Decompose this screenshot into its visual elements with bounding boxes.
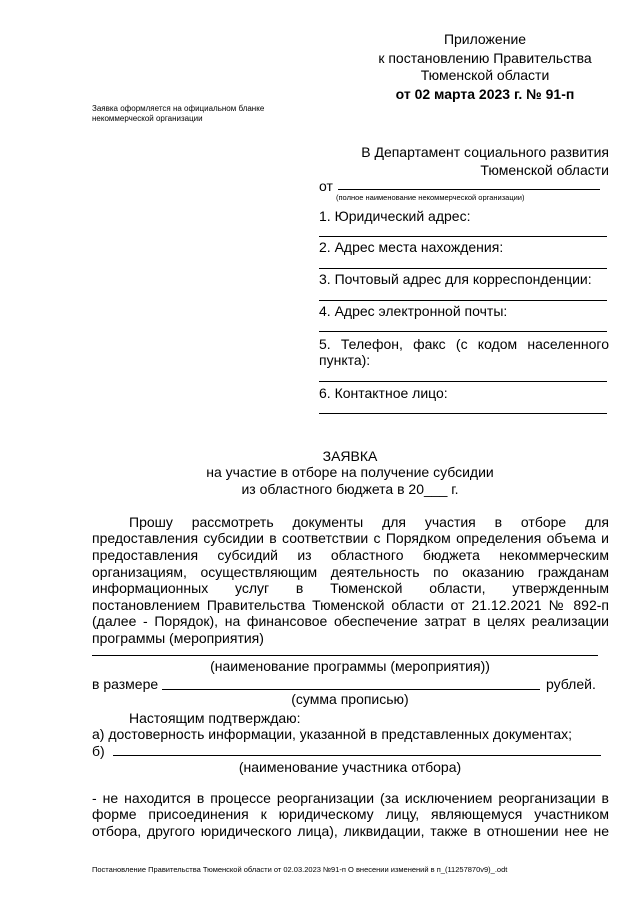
field-contact-person: 6. Контактное лицо: — [319, 385, 448, 401]
postal-address-line[interactable] — [319, 300, 607, 301]
appendix-date: от 02 марта 2023 г. № 91-п — [395, 86, 575, 102]
blank-note-line-2: некоммерческой организации — [92, 114, 203, 123]
amount-unit: рублей. — [546, 676, 596, 692]
addressee-line-1: В Департамент социального развития — [361, 144, 609, 160]
field-phone: 5. Телефон, факс (с кодом населенного — [319, 336, 609, 352]
location-address-line[interactable] — [319, 268, 607, 269]
p2-line-3: отбора, другого юридического лица), ликвидации, также в отношении нее не — [92, 823, 609, 839]
legal-address-line[interactable] — [319, 236, 607, 237]
field-location-address: 2. Адрес места нахождения: — [319, 239, 504, 255]
phone-line[interactable] — [319, 381, 607, 382]
p1-line-8: программы (мероприятия) — [92, 630, 264, 646]
blank-note-line-1: Заявка оформляется на официальном бланке — [92, 104, 265, 113]
title-line-2: на участие в отборе на получение субсидии — [206, 464, 494, 480]
field-email: 4. Адрес электронной почты: — [319, 303, 508, 319]
addressee-line-2: Тюменской области — [480, 162, 609, 178]
from-hint: (полное наименование некоммерческой организации) — [336, 193, 525, 202]
program-hint: (наименование программы (мероприятия)) — [210, 658, 490, 674]
p1-line-3: предоставления субсидий из областного бюджета некоммерческим — [92, 547, 609, 563]
from-line[interactable] — [338, 189, 600, 190]
p2-line-2: форме присоединения к юридическому лицу, являющемуся участником — [92, 806, 609, 822]
confirm-label: Настоящим подтверждаю: — [129, 710, 301, 726]
item-a: а) достоверность информации, указанной в представленных документах; — [92, 726, 573, 742]
contact-person-line[interactable] — [319, 413, 607, 414]
appendix-title: Приложение — [443, 31, 527, 47]
program-name-line[interactable] — [92, 655, 598, 656]
p1-line-7: (далее - Порядок), на финансовое обеспечение затрат в целях реализации — [92, 613, 609, 629]
p1-line-4: организациям, осуществляющим деятельность по оказанию гражданам — [92, 564, 609, 580]
title-line-3: из областного бюджета в 20___ г. — [241, 481, 459, 497]
email-line[interactable] — [319, 331, 607, 332]
appendix-line-3: Тюменской области — [420, 67, 550, 83]
participant-name-line[interactable] — [113, 755, 601, 756]
amount-hint: (сумма прописью) — [291, 691, 409, 707]
from-label: от — [319, 178, 333, 194]
p1-line-2: предоставления субсидии в соответствии с Порядком определения объема и — [92, 530, 609, 546]
field-postal-address: 3. Почтовый адрес для корреспонденции: — [319, 271, 592, 287]
page-footer: Постановление Правительства Тюменской области от 02.03.2023 №91-п О внесении изменений в п_(11257870v9)_.odt — [92, 865, 508, 874]
p1-line-6: постановлением Правительства Тюменской области от 21.12.2021 № 892-п — [92, 597, 609, 613]
blank-note — [92, 104, 352, 124]
p1-line-1: Прошу рассмотреть документы для участия в отборе для — [129, 514, 609, 530]
item-b: б) — [92, 743, 105, 759]
field-legal-address: 1. Юридический адрес: — [319, 208, 471, 224]
p2-line-1: - не находится в процессе реорганизации (за исключением реорганизации в — [92, 790, 609, 806]
amount-label: в размере — [92, 676, 159, 692]
title-zayavka: ЗАЯВКА — [322, 448, 378, 464]
appendix-line-2: к постановлению Правительства — [378, 50, 592, 66]
participant-hint: (наименование участника отбора) — [238, 759, 462, 775]
p1-line-5: информационных услуг в Тюменской области, утвержденным — [92, 580, 609, 596]
field-phone-cont: пункта): — [319, 352, 371, 368]
